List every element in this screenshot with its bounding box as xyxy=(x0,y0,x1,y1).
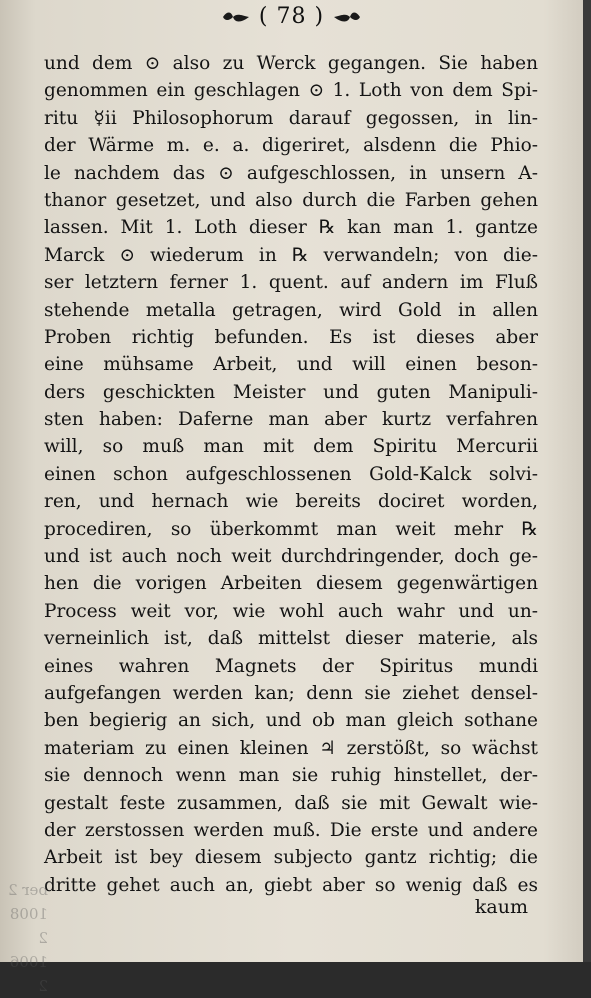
text-line: der zerstossen werden muß. Die erste und andere xyxy=(44,819,538,841)
text-line: stehende metalla getragen, wird Gold in allen xyxy=(44,299,538,321)
text-line: sie dennoch wenn man sie ruhig hinstellet, der- xyxy=(44,765,538,787)
text-line: thanor gesetzet, und also durch die Farben gehen xyxy=(44,189,538,211)
text-line: sten haben: Daferne man aber kurtz verfahren xyxy=(44,409,538,431)
text-line: materiam zu einen kleinen ♃ zerstößt, so wächst xyxy=(44,737,538,759)
text-line: procediren, so überkommt man weit mehr ℞ xyxy=(44,518,538,540)
right-ornament-icon xyxy=(332,11,362,23)
text-line: genommen ein geschlagen ⊙ 1. Loth von dem Spi- xyxy=(44,80,538,102)
page-header xyxy=(0,4,583,29)
bleed-line: 1008 2 xyxy=(9,905,48,947)
text-line: Arbeit ist bey diesem subjecto gantz richtig; die xyxy=(44,847,538,869)
bleed-line: ber 2 xyxy=(8,881,48,899)
text-line: dritte gehet auch an, giebt aber so wenig daß es xyxy=(44,874,538,896)
page-edge xyxy=(583,0,591,962)
text-line: eines wahren Magnets der Spiritus mundi xyxy=(44,655,538,677)
page-body xyxy=(44,50,538,899)
text-line: Proben richtig befunden. Es ist dieses aber xyxy=(44,326,538,348)
catchword: kaum xyxy=(474,896,528,918)
text-line: will, so muß man mit dem Spiritu Mercurii xyxy=(44,436,538,458)
text-line: gestalt feste zusammen, daß sie mit Gewalt wie- xyxy=(44,792,538,814)
text-line: ders geschickten Meister und guten Manipuli- xyxy=(44,381,538,403)
bleed-line: 1006 2 xyxy=(9,953,48,995)
bleed-through-text xyxy=(0,878,48,995)
page-number: ( 78 ) xyxy=(258,4,325,29)
text-line: ritu ☿ii Philosophorum darauf gegossen, in lin- xyxy=(44,107,538,129)
text-line: eine mühsame Arbeit, und will einen beson- xyxy=(44,354,538,376)
text-line: der Wärme m. e. a. digeriret, alsdenn die Phio- xyxy=(44,135,538,157)
text-line: und dem ⊙ also zu Werck gegangen. Sie haben xyxy=(44,53,538,74)
left-ornament-icon xyxy=(221,11,251,23)
text-line: Process weit vor, wie wohl auch wahr und un- xyxy=(44,600,538,622)
text-line: ben begierig an sich, und ob man gleich sothane xyxy=(44,710,538,732)
text-line: ren, und hernach wie bereits dociret worden, xyxy=(44,491,538,513)
text-line: verneinlich ist, daß mittelst dieser materie, als xyxy=(44,628,538,650)
text-line: lassen. Mit 1. Loth dieser ℞ kan man 1. gantze xyxy=(44,217,538,239)
text-line: Marck ⊙ wiederum in ℞ verwandeln; von die- xyxy=(44,244,538,266)
text-line: hen die vorigen Arbeiten diesem gegenwärtigen xyxy=(44,573,538,595)
text-line: ser letztern ferner 1. quent. auf andern im Fluß xyxy=(44,272,538,294)
text-line: einen schon aufgeschlossenen Gold-Kalck solvi- xyxy=(44,463,538,485)
text-line: le nachdem das ⊙ aufgeschlossen, in unsern A- xyxy=(44,162,538,184)
text-line: und ist auch noch weit durchdringender, doch ge- xyxy=(44,546,538,568)
text-line: aufgefangen werden kan; denn sie ziehet densel- xyxy=(44,682,538,704)
